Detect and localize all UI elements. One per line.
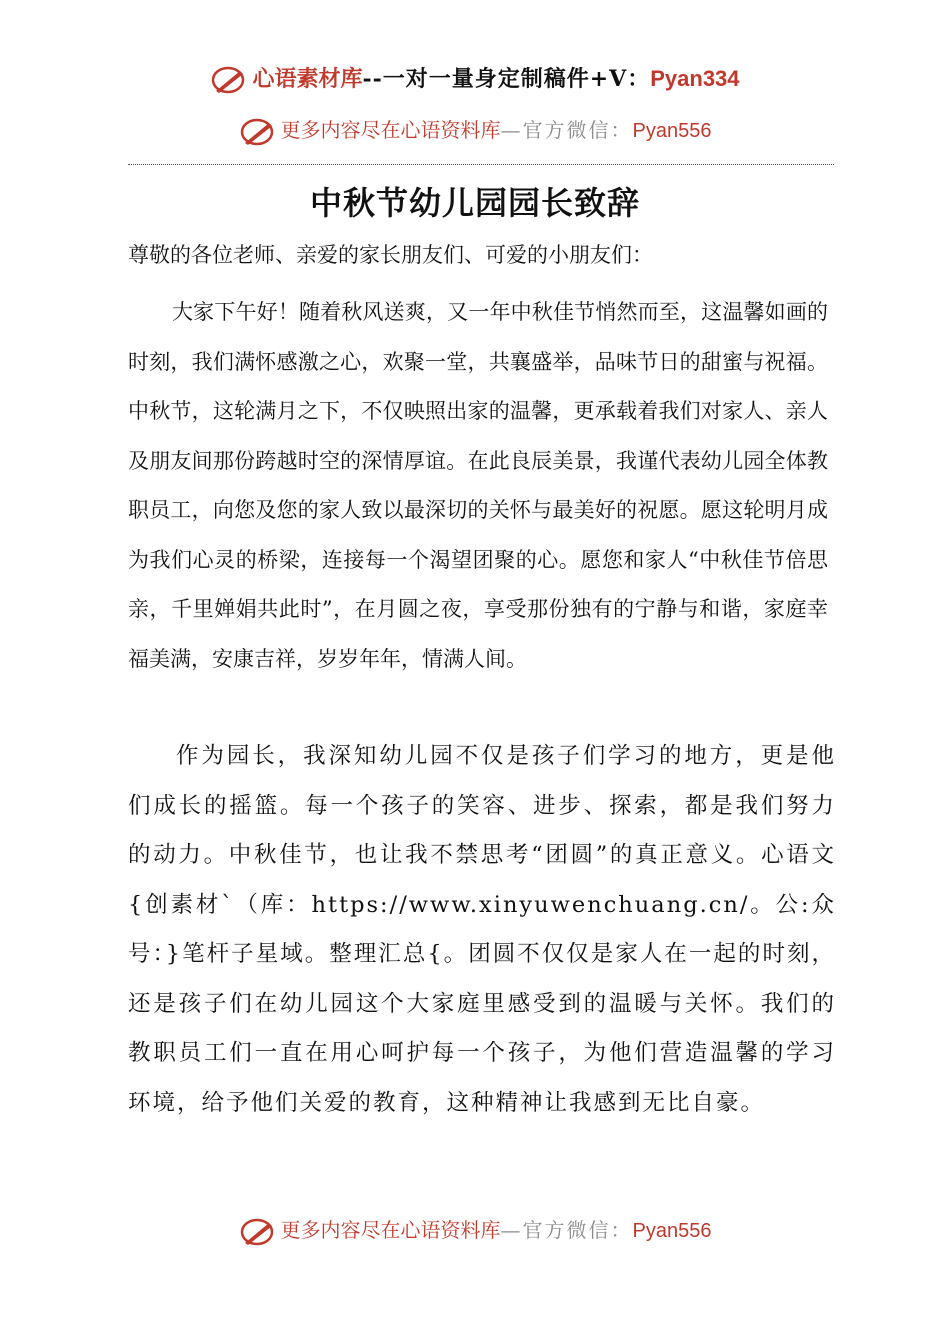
- page-title: 中秋节幼儿园园长致辞: [309, 184, 640, 222]
- header-divider: [128, 164, 834, 165]
- footer-promo-line: [0, 1214, 950, 1247]
- pen-logo-icon: [239, 1217, 279, 1247]
- promo-label: —官方微信：: [500, 118, 633, 142]
- footer-promo-text: 更多内容尽在心语资料库: [280, 1218, 501, 1242]
- brand-name: 心语素材库: [252, 66, 363, 92]
- header-brand-line: [0, 62, 950, 96]
- brand-wechat-id: Pyan334: [650, 66, 740, 91]
- header-promo-line: [0, 114, 950, 147]
- greeting-line: 尊敬的各位老师、亲爱的家长朋友们、可爱的小朋友们：: [128, 243, 653, 267]
- body-paragraph-1: 大家下午好！随着秋风送爽，又一年中秋佳节悄然而至，这温馨如画的时刻，我们满怀感激之心，欢聚一堂，共襄盛举，品味节日的甜蜜与祝福。中秋节，这轮满月之下，不仅映照出家的温馨，更承载着我们对家人、亲人及朋友间那份跨越时空的深情厚谊。在此良辰美景，我谨代表幼儿园全体教职员工，向您及您的家人致以最深切的关怀与最美好的祝愿。愿这轮明月成为我们心灵的桥梁，连接每一个渴望团聚的心。愿您和家人“中秋佳节倍思亲，千里婵娟共此时”，在月圆之夜，享受那份独有的宁静与和谐，家庭幸福美满，安康吉祥，岁岁年年，情满人间。: [128, 300, 828, 671]
- brand-tagline: --一对一量身定制稿件+V：: [362, 66, 651, 92]
- body-paragraph-2: 作为园长，我深知幼儿园不仅是孩子们学习的地方，更是他们成长的摇篮。每一个孩子的笑容、进步、探索，都是我们努力的动力。中秋佳节，也让我不禁思考“团圆”的真正意义。心语文{创素材`（库：https://www.xinyuwenchuang.cn/。公:众号：}笔杆子星域。整理汇总{。团圆不仅仅是家人在一起的时刻，还是孩子们在幼儿园这个大家庭里感受到的温暖与关怀。我们的教职员工们一直在用心呵护每一个孩子，为他们营造温馨的学习环境，给予他们关爱的教育，这种精神让我感到无比自豪。: [128, 743, 836, 1116]
- promo-wechat-id: Pyan556: [632, 120, 712, 142]
- pen-logo-icon: [210, 65, 250, 95]
- promo-text: 更多内容尽在心语资料库: [280, 118, 501, 142]
- footer-promo-label: —官方微信：: [500, 1218, 633, 1242]
- pen-logo-icon: [239, 117, 279, 147]
- footer-wechat-id: Pyan556: [632, 1220, 712, 1242]
